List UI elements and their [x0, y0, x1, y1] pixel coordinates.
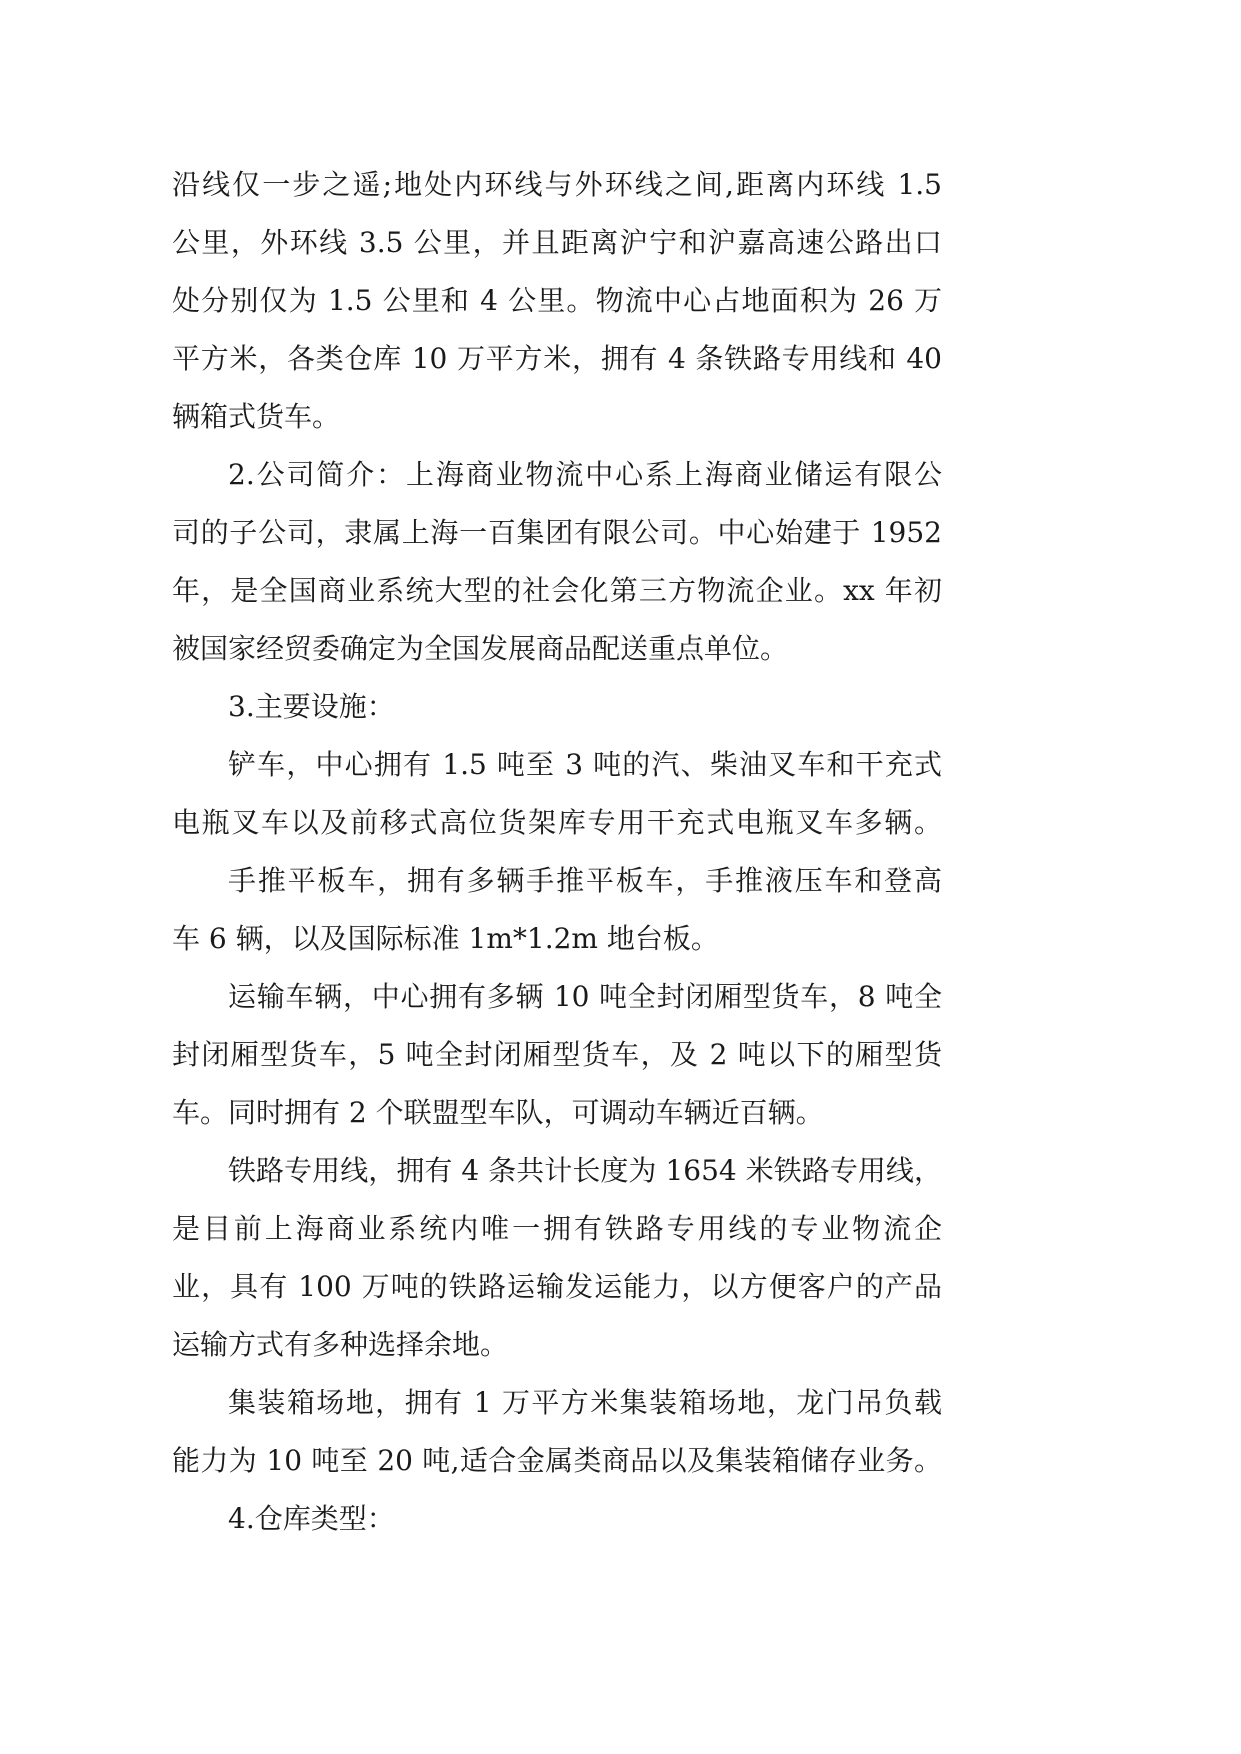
- paragraph-location-continued: [172, 156, 942, 446]
- text-line: 业，具有 100 万吨的铁路运输发运能力，以方便客户的产品: [172, 1270, 942, 1303]
- text-line: 电瓶叉车以及前移式高位货架库专用干充式电瓶叉车多辆。: [172, 806, 942, 839]
- text-line: 辆箱式货车。: [172, 400, 341, 433]
- text-line: 平方米，各类仓库 10 万平方米，拥有 4 条铁路专用线和 40: [172, 342, 942, 375]
- section-heading-line: 2.公司简介：上海商业物流中心系上海商业储运有限公: [228, 458, 942, 491]
- text-line: 能力为 10 吨至 20 吨,适合金属类商品以及集装箱储存业务。: [172, 1444, 942, 1477]
- text-line: 车。同时拥有 2 个联盟型车队，可调动车辆近百辆。: [172, 1096, 824, 1129]
- text-line: 年，是全国商业系统大型的社会化第三方物流企业。xx 年初: [172, 574, 942, 607]
- section-heading: 3.主要设施：: [228, 690, 395, 723]
- text-line: 被国家经贸委确定为全国发展商品配送重点单位。: [172, 632, 789, 665]
- text-line: 铲车，中心拥有 1.5 吨至 3 吨的汽、柴油叉车和干充式: [228, 748, 942, 781]
- paragraph-warehouse-types-heading: [172, 1490, 942, 1548]
- text-line: 封闭厢型货车，5 吨全封闭厢型货车，及 2 吨以下的厢型货: [172, 1038, 942, 1071]
- text-line: 沿线仅一步之遥;地处内环线与外环线之间,距离内环线 1.5: [172, 168, 942, 201]
- section-heading: 4.仓库类型：: [228, 1502, 395, 1535]
- text-line: 铁路专用线，拥有 4 条共计长度为 1654 米铁路专用线，: [228, 1154, 942, 1187]
- text-line: 公里，外环线 3.5 公里，并且距离沪宁和沪嘉高速公路出口: [172, 226, 942, 259]
- text-line: 处分别仅为 1.5 公里和 4 公里。物流中心占地面积为 26 万: [172, 284, 942, 317]
- text-line: 是目前上海商业系统内唯一拥有铁路专用线的专业物流企: [172, 1212, 942, 1245]
- paragraph-railway-lines: [172, 1142, 942, 1374]
- text-line: 运输方式有多种选择余地。: [172, 1328, 509, 1361]
- text-line: 车 6 辆，以及国际标准 1m*1.2m 地台板。: [172, 922, 719, 955]
- paragraph-container-yard: [172, 1374, 942, 1490]
- paragraph-company-profile: [172, 446, 942, 678]
- paragraph-main-facilities-heading: [172, 678, 942, 736]
- text-line: 司的子公司，隶属上海一百集团有限公司。中心始建于 1952: [172, 516, 942, 549]
- paragraph-hand-trucks: [172, 852, 942, 968]
- paragraph-transport-vehicles: [172, 968, 942, 1142]
- paragraph-forklifts: [172, 736, 942, 852]
- text-line: 手推平板车，拥有多辆手推平板车，手推液压车和登高: [228, 864, 942, 897]
- text-line: 运输车辆，中心拥有多辆 10 吨全封闭厢型货车，8 吨全: [228, 980, 942, 1013]
- text-line: 集装箱场地，拥有 1 万平方米集装箱场地，龙门吊负载: [228, 1386, 942, 1419]
- document-page: [172, 156, 942, 1548]
